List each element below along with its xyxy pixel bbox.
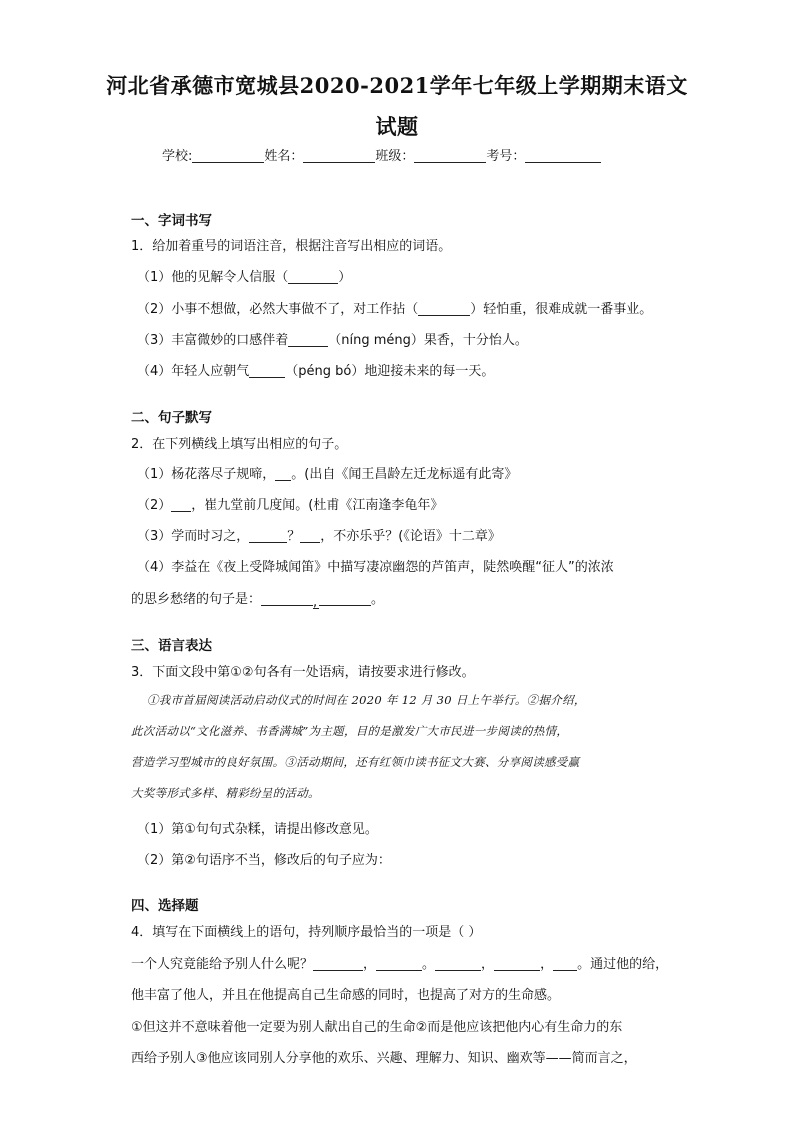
school-label: 学校: bbox=[162, 149, 193, 164]
section-heading-3: 三、语言表达 bbox=[131, 638, 212, 654]
passage-line-3: 营造学习型城市的良好氛围。③活动期间，还有红领巾读书征文大赛、分享阅读感受赢 bbox=[131, 755, 580, 769]
answer-blank[interactable] bbox=[494, 957, 540, 971]
question-1-item-2: （2）小事不想做，必然大事做不了，对工作拈（ ）轻怕重，很难成就一番事业。 bbox=[137, 302, 653, 317]
question-2-item-4-cont: 的思乡愁绪的句子是： , 。 bbox=[131, 592, 385, 610]
passage-line-4: 大奖等形式多样、精彩纷呈的活动。 bbox=[131, 786, 320, 800]
question-1-item-3: （3）丰富微妙的口感伴着 （níng méng）果香，十分怡人。 bbox=[137, 333, 528, 348]
answer-blank[interactable] bbox=[553, 957, 577, 971]
answer-blank[interactable] bbox=[300, 529, 320, 543]
answer-blank[interactable] bbox=[313, 957, 363, 971]
answer-blank[interactable] bbox=[249, 364, 285, 378]
answer-blank[interactable] bbox=[319, 592, 371, 606]
question-1-stem: 1．给加着重号的词语注音，根据注音写出相应的词语。 bbox=[131, 239, 452, 254]
answer-blank[interactable] bbox=[288, 270, 338, 284]
exam-no-label: 考号： bbox=[486, 149, 526, 164]
passage-line-2: 此次活动以“文化滋养、书香满城”为主题，目的是激发广大市民进一步阅读的热情， bbox=[131, 724, 569, 738]
answer-blank[interactable] bbox=[275, 467, 291, 481]
question-1-item-1: （1）他的见解令人信服（ ） bbox=[137, 270, 352, 285]
answer-blank[interactable] bbox=[376, 957, 422, 971]
student-info-row bbox=[162, 145, 601, 164]
section-heading-1: 一、字词书写 bbox=[131, 213, 212, 229]
question-2-item-1: （1）杨花落尽子规啼， 。(出自《闻王昌龄左迁龙标遥有此寄》 bbox=[137, 467, 518, 482]
answer-blank[interactable] bbox=[171, 498, 191, 512]
question-3-stem: 3．下面文段中第①②句各有一处语病，请按要求进行修改。 bbox=[131, 665, 475, 680]
question-4-stem: 4．填写在下面横线上的语句，持列顺序最恰当的一项是（ ） bbox=[131, 925, 482, 940]
section-heading-2: 二、句子默写 bbox=[131, 410, 212, 426]
exam-no-blank[interactable] bbox=[525, 148, 601, 163]
question-3-item-1: （1）第①句句式杂糅，请提出修改意见。 bbox=[137, 822, 378, 837]
question-4-line-1: 一个人究竟能给予别人什么呢？ ， 。 ， ， 。通过他的给， bbox=[131, 957, 669, 972]
school-blank[interactable] bbox=[192, 148, 264, 163]
passage-line-1: ①我市首届阅读活动启动仪式的时间在 2020 年 12 月 30 日上午举行。②据介绍， bbox=[147, 693, 586, 707]
answer-blank[interactable] bbox=[288, 333, 328, 347]
question-4-line-3: ①但这并不意味着他一定要为别人献出自己的生命②而是他应该把他内心有生命力的东 bbox=[131, 1020, 623, 1035]
question-2-item-3: （3）学而时习之， ？ ，不亦乐乎？(《论语》十二章》 bbox=[137, 529, 501, 544]
answer-blank[interactable] bbox=[249, 529, 287, 543]
question-2-item-2: （2） ，崔九堂前几度闻。(杜甫《江南逢李龟年》 bbox=[137, 498, 444, 513]
answer-blank[interactable] bbox=[261, 592, 313, 606]
question-2-item-4: （4）李益在《夜上受降城闻笛》中描写凄凉幽怨的芦笛声，陡然唤醒“征人”的浓浓 bbox=[137, 560, 614, 575]
question-4-line-2: 他丰富了他人，并且在他提高自己生命感的同时，也提高了对方的生命感。 bbox=[131, 988, 561, 1003]
name-blank[interactable] bbox=[303, 148, 375, 163]
section-heading-4: 四、选择题 bbox=[131, 898, 199, 914]
question-4-line-4: 西给予别人③他应该同别人分享他的欢乐、兴趣、理解力、知识、幽欢等——简而言之， bbox=[131, 1051, 637, 1066]
question-1-item-4: （4）年轻人应朝气 （péng bó）地迎接未来的每一天。 bbox=[137, 364, 495, 379]
class-blank[interactable] bbox=[414, 148, 486, 163]
question-2-stem: 2．在下列横线上填写出相应的句子。 bbox=[131, 437, 348, 452]
name-label: 姓名： bbox=[264, 149, 304, 164]
exam-title-line2: 试题 bbox=[375, 114, 419, 139]
answer-blank[interactable] bbox=[418, 302, 470, 316]
exam-title-line1: 河北省承德市宽城县2020-2021学年七年级上学期期末语文 bbox=[106, 73, 688, 98]
class-label: 班级： bbox=[375, 149, 415, 164]
question-3-item-2: （2）第②句语序不当，修改后的句子应为： bbox=[137, 853, 391, 868]
answer-blank[interactable] bbox=[435, 957, 481, 971]
